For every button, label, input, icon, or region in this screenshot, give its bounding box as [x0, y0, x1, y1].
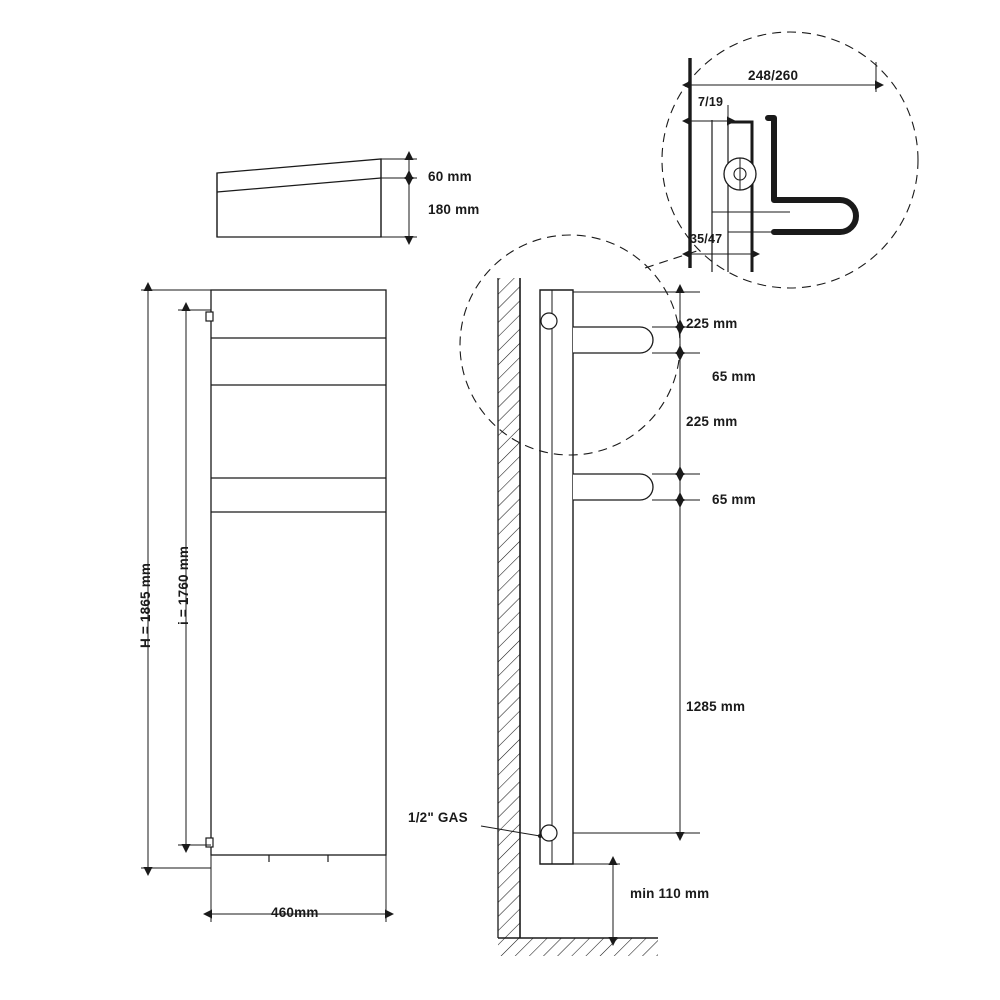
- label-detail-offset: 7/19: [698, 95, 724, 109]
- label-detail-bottom: 35/47: [690, 232, 723, 246]
- label-width: 460mm: [271, 905, 319, 920]
- wall-section: [498, 278, 520, 938]
- towel-bar-lower: [573, 474, 653, 500]
- label-total-height: H = 1865 mm: [138, 562, 153, 648]
- min-floor-dimension: [573, 864, 620, 938]
- label-min-floor: min 110 mm: [630, 886, 710, 901]
- side-dimension-lines: [573, 292, 700, 833]
- towel-bar-upper: [573, 327, 653, 353]
- top-view-dimension-lines: [381, 159, 417, 237]
- detail-leader-line: [645, 250, 700, 268]
- floor-section: [498, 938, 658, 956]
- label-top-view-depth: 60 mm: [428, 169, 472, 184]
- label-top-view-height: 180 mm: [428, 202, 480, 217]
- label-detail-top-width: 248/260: [748, 68, 799, 83]
- top-view-plan: [217, 159, 381, 237]
- label-side-d3: 225 mm: [686, 414, 738, 429]
- label-inner-height: i = 1760 mm: [176, 545, 191, 625]
- label-side-d4: 65 mm: [712, 492, 756, 507]
- side-view-radiator: [540, 290, 573, 864]
- label-side-d2: 65 mm: [712, 369, 756, 384]
- label-side-d5: 1285 mm: [686, 699, 746, 714]
- label-side-d1: 225 mm: [686, 316, 738, 331]
- label-gas-connection: 1/2" GAS: [408, 810, 468, 825]
- front-view-body: [206, 290, 386, 862]
